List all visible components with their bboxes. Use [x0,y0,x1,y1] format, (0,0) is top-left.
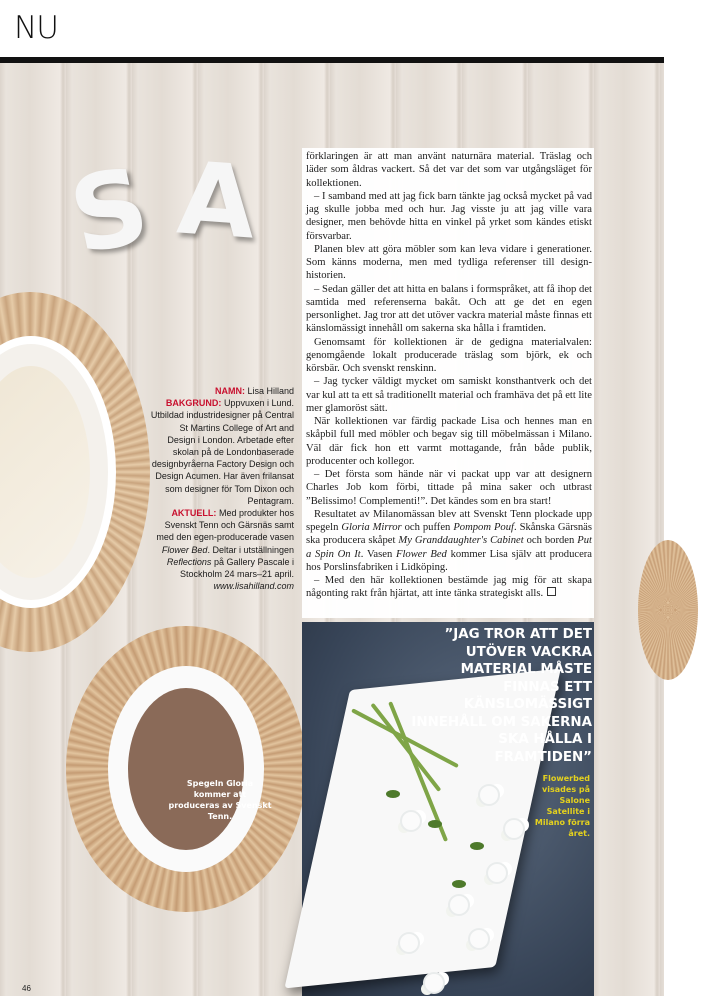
current-vase: Flower Bed [161,544,208,555]
leaf [428,820,442,828]
mirror-caption: Spegeln Gloria kommer att produceras av Svenskt Tenn. [168,779,272,821]
flower [480,786,498,804]
decor-letter-a: A [174,139,260,262]
end-mark-icon [547,587,556,596]
product-mirror: Gloria Mirror [341,522,402,533]
product-pouf: Pompom Pouf [453,522,514,533]
section-title: NU [14,10,58,46]
current-value-1: Med produkter hos Svenskt Tenn och Gärsnäs samt med den egen-producerade vasen [156,508,294,543]
article-paragraph: – I samband med att jag fick barn tänkte jag också mycket på vad jag skulle jobba med och hur. Jag visste ju att jag ville vara designer, men behövde hitta en vinkel på yrket som kändes etiskt försvarbar. [306,190,592,242]
current-label: AKTUELL: [171,508,217,519]
flower [488,864,506,882]
background-value: Uppvuxen i Lund. Utbildad industridesigner på Central St Martins College of Art and Design i London. Arbetade efter skolan på de Londonbaserade designbyråerna Factory Design och Design Acumen. Har även frilansat som designer för Tom Dixon och Pentagram. [150,398,294,506]
article-paragraph: – Jag tycker väldigt mycket om samiskt konsthantverk och det var kul att ta ett så traditionellt material och framhäva det på ett lite mer glamoröst sätt. [306,376,592,414]
article-paragraph: Planen blev att göra möbler som kan leva vidare i generationer. Som känns moderna, men med tydliga referenser till design-historien. [306,243,592,282]
mirror-image-edge [638,540,698,680]
article-paragraph: Genomsamt för kollektionen är de gedigna materialvalen: genomgående lokalt producerade träslag som björk, ek och körsbär. Och svenskt renskinn. [306,336,592,374]
article-paragraph: – Det första som hände när vi packat upp var att designern Charles Job kom förbi, tittade på mina saker och utbrast ”Belissimo! Complementi!”. Det kändes som en bra start! [306,469,592,507]
article-paragraph: förklaringen är att man använt naturnära material. Träslag och läder som åldras vackert. Så det var det som var utgångsläget för kollektionen. [306,151,592,189]
name-value: Lisa Hilland [247,386,294,396]
page-header [0,0,720,58]
photo-caption: Flowerbed visades på Salone Satellite i Milano förra året. [534,774,590,838]
article-paragraph: När kollektionen var färdig packade Lisa och hennes man en skåpbil full med möbler och begav sig till möbelmässan i Milano. Väl där fick hon ett varmt mottagande, från både publik, producenter och kollegor. [306,416,592,467]
leaf [452,880,466,888]
article-paragraph: – Med den här kollektionen bestämde jag mig för att skapa någonting rakt från hjärtat, att inte tänka strategiskt alls. [306,575,592,600]
article-paragraph: – Sedan gäller det att hitta en balans i formspråket, att få ihop det samtida med referenserna bakåt. Och att ge det en egen personlighet. Jag tror att det utöver vackra material måste finnas ett känslomässigt innehåll om sakerna ska hålla i framtiden. [306,283,592,335]
product-vase: Flower Bed [396,548,447,560]
article-body [306,150,592,601]
flower [402,812,420,830]
background-label: BAKGRUND: [165,398,222,409]
pull-quote: ”JAG TROR ATT DET UTÖVER VACKRA MATERIAL MÅSTE FINNAS ETT KÄNSLOMÄSSIGT INNEHÅLL OM SAKERNA SKA HÅLLA I FRAMTIDEN” [411,627,592,765]
current-exhibition: Reflections [166,556,212,567]
leaf [386,790,400,798]
flower [425,974,443,992]
flower [450,896,468,914]
website-link[interactable]: www.lisahilland.com [213,581,294,592]
flower [400,934,418,952]
product-tables: Put a Spin On It [306,535,592,560]
profile-sidebar [150,385,294,592]
mirror-image-gloria [66,626,306,912]
article-paragraph: Resultatet av Milanomässan blev att Svenskt Tenn plockade upp spegeln Gloria Mirror och puffen Pompom Pouf. Skånska Gärsnäs ska producera skåpet My Granddaughter's Cabinet och borden Put a Spin On It. Vasen Flower Bed kommer Lisa själv att producera hos Porslinsfabriken i Lidköping. [306,508,593,573]
product-cabinet: My Granddaughter's Cabinet [398,535,524,547]
leaf [470,842,484,850]
current-value-3: på Gallery Pascale i Stockholm 24 mars–21 april. [179,556,294,580]
flower [470,930,488,948]
page-number: 46 [22,984,31,993]
decor-letter-s: S [60,143,159,279]
right-margin [664,63,720,996]
name-label: NAMN: [214,386,245,396]
current-value-2: . Deltar i utställningen [207,544,294,555]
